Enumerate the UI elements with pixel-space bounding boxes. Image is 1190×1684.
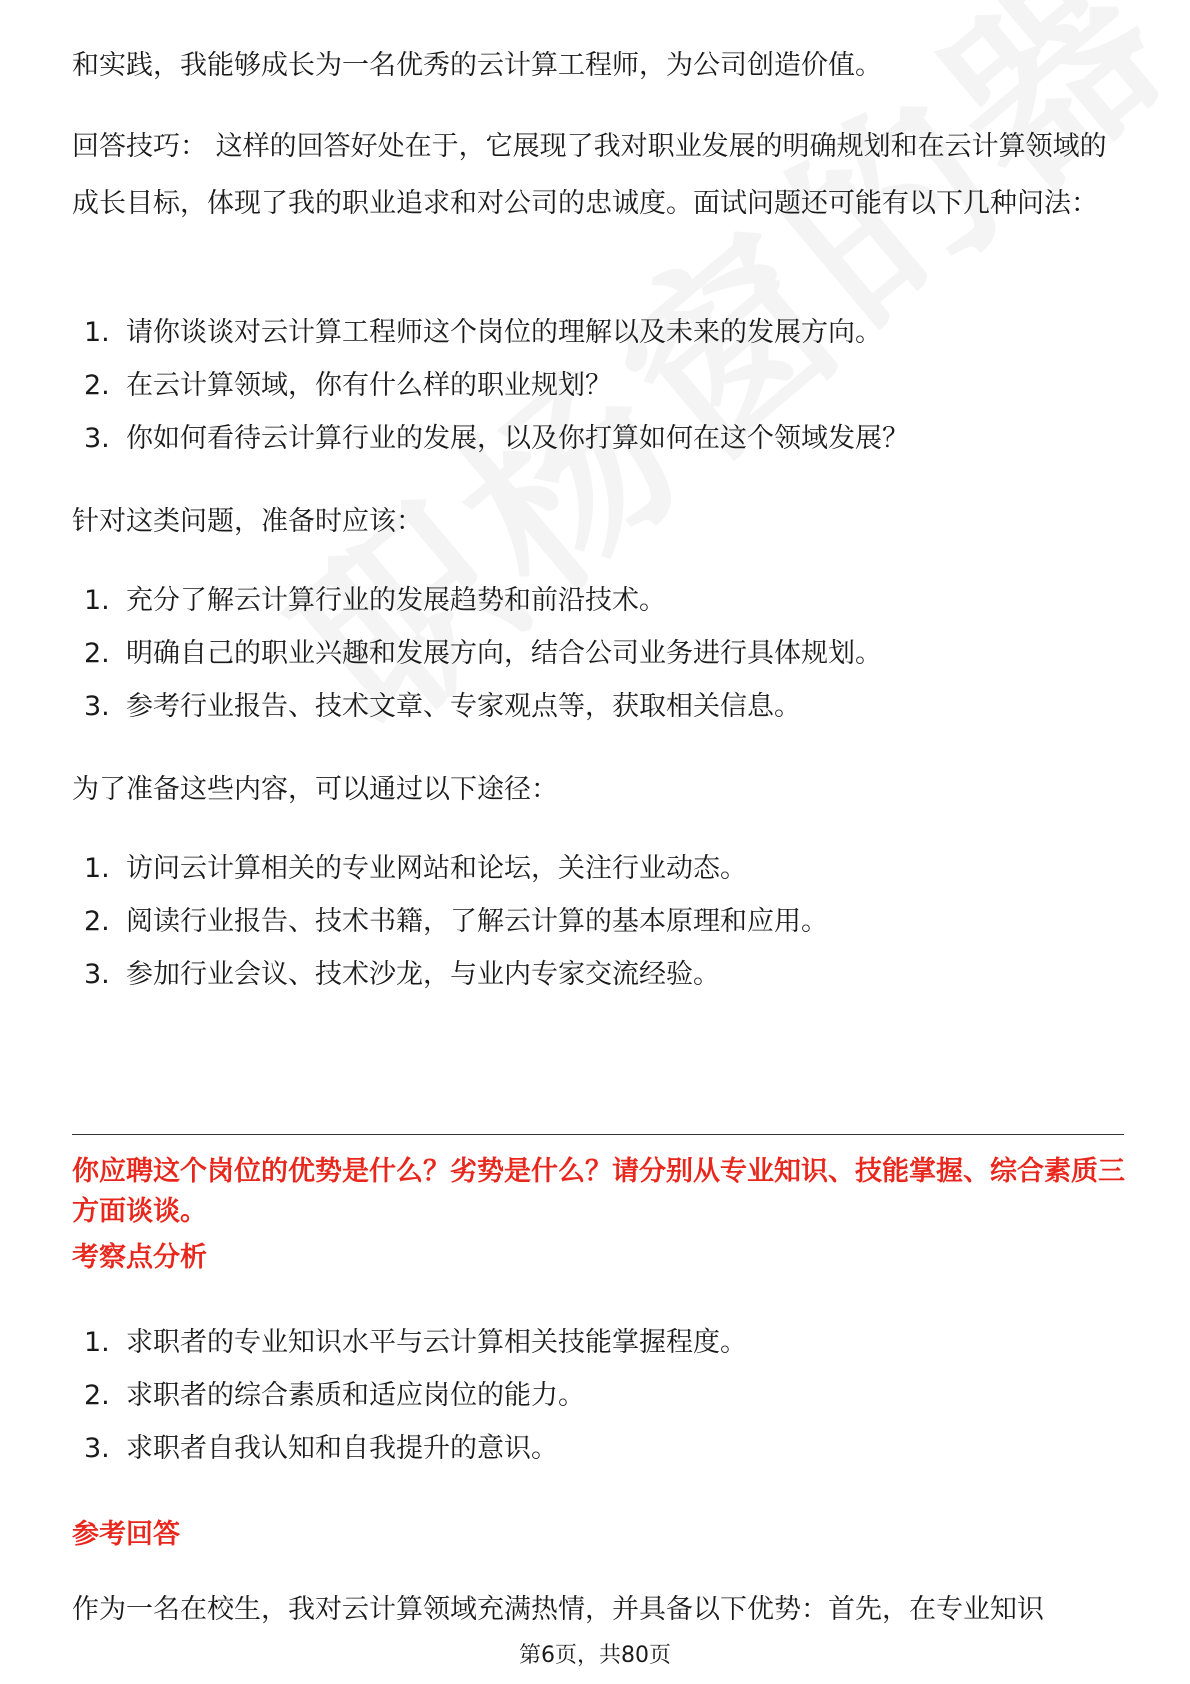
prep-heading: 针对这类问题，准备时应该： [72,506,423,537]
list-item: 1. 求职者的专业知识水平与云计算相关技能掌握程度。 [84,1327,747,1358]
list-item: 3. 求职者自我认知和自我提升的意识。 [84,1433,558,1464]
paragraph-continuation: 和实践，我能够成长为一名优秀的云计算工程师，为公司创造价值。 [72,50,882,81]
answer-paragraph: 作为一名在校生，我对云计算领域充满热情，并具备以下优势：首先，在专业知识 [72,1594,1044,1625]
list-item: 2. 阅读行业报告、技术书籍，了解云计算的基本原理和应用。 [84,906,828,937]
analysis-heading: 考察点分析 [72,1242,207,1273]
list-item: 1. 充分了解云计算行业的发展趋势和前沿技术。 [84,585,666,616]
list-item: 3. 参考行业报告、技术文章、专家观点等，获取相关信息。 [84,691,801,722]
list-item: 1. 请你谈谈对云计算工程师这个岗位的理解以及未来的发展方向。 [84,317,882,348]
answer-tip-paragraph: 回答技巧： 这样的回答好处在于，它展现了我对职业发展的明确规划和在云计算领域的成长目标，体现了我的职业追求和对公司的忠诚度。面试问题还可能有以下几种问法： [72,131,1107,219]
list-item: 2. 求职者的综合素质和适应岗位的能力。 [84,1380,585,1411]
question-heading: 你应聘这个岗位的优势是什么？劣势是什么？请分别从专业知识、技能掌握、综合素质三方面谈谈。 [72,1156,1125,1227]
list-item: 3. 参加行业会议、技术沙龙，与业内专家交流经验。 [84,959,720,990]
page-number: 第6页，共80页 [519,1643,671,1668]
list-item: 3. 你如何看待云计算行业的发展，以及你打算如何在这个领域发展？ [84,423,909,454]
list-item: 2. 在云计算领域，你有什么样的职业规划？ [84,370,612,401]
list-item: 2. 明确自己的职业兴趣和发展方向，结合公司业务进行具体规划。 [84,638,882,669]
answer-heading: 参考回答 [72,1519,180,1550]
way-heading: 为了准备这些内容，可以通过以下途径： [72,774,558,805]
section-divider [72,1134,1124,1135]
list-item: 1. 访问云计算相关的专业网站和论坛，关注行业动态。 [84,853,747,884]
